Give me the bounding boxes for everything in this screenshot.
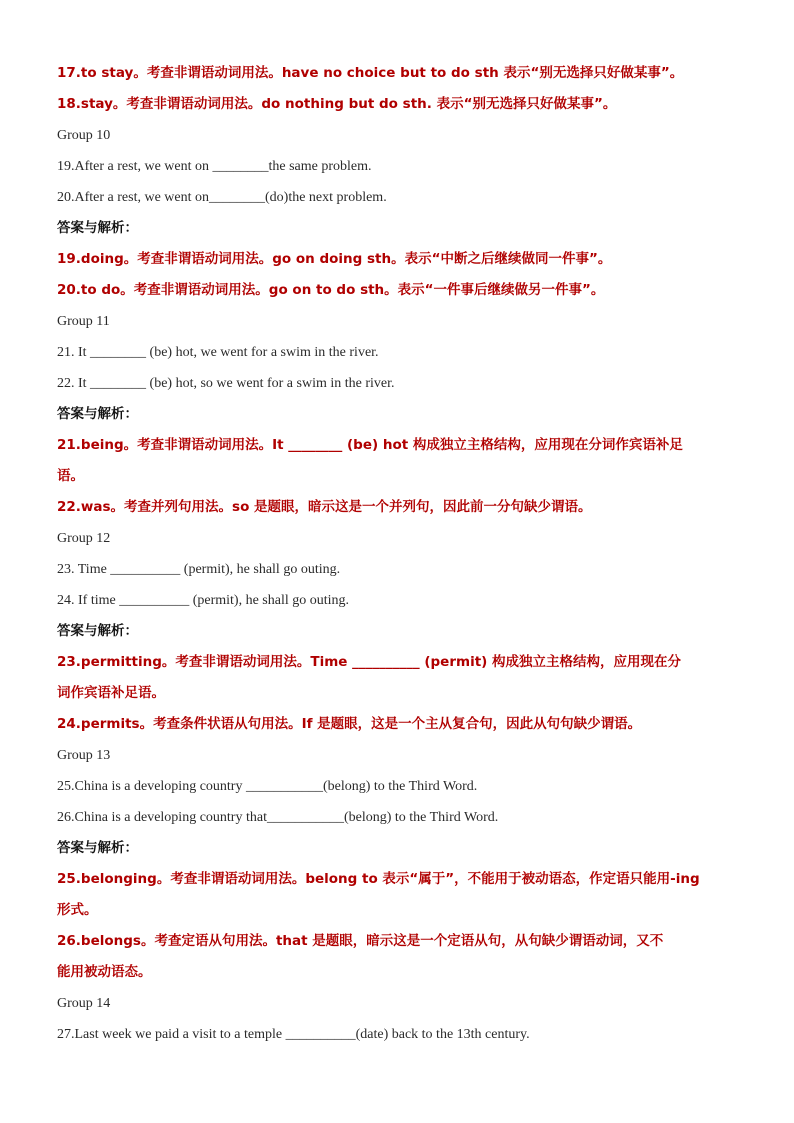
answer-26-continued: 能用被动语态。 — [57, 964, 152, 980]
question-20: 20.After a rest, we went on________(do)the next problem. — [57, 190, 387, 205]
answer-26: 26.belongs。考查定语从句用法。that 是题眼，暗示这是一个定语从句，从句缺少谓语动词，又不 — [57, 933, 664, 949]
answer-header: 答案与解析： — [57, 220, 138, 236]
answer-header: 答案与解析： — [57, 840, 138, 856]
answer-18: 18.stay。考查非谓语动词用法。do nothing but do sth. 表示“别无选择只好做某事”。 — [57, 96, 617, 112]
question-25: 25.China is a developing country ___________(belong) to the Third Word. — [57, 779, 478, 794]
question-24: 24. If time __________ (permit), he shall go outing. — [57, 593, 350, 608]
question-27: 27.Last week we paid a visit to a temple __________(date) back to the 13th century. — [57, 1027, 530, 1042]
answer-19: 19.doing。考查非谓语动词用法。go on doing sth。表示“中断之后继续做同一件事”。 — [57, 251, 612, 267]
answer-23: 23.permitting。考查非谓语动词用法。Time __________ (permit) 构成独立主格结构，应用现在分 — [57, 654, 682, 670]
answer-25-continued: 形式。 — [57, 902, 98, 918]
answer-header: 答案与解析： — [57, 623, 138, 639]
question-21: 21. It ________ (be) hot, we went for a swim in the river. — [57, 345, 379, 360]
answer-22: 22.was。考查并列句用法。so 是题眼，暗示这是一个并列句，因此前一分句缺少谓语。 — [57, 499, 592, 515]
question-22: 22. It ________ (be) hot, so we went for a swim in the river. — [57, 376, 395, 391]
group-10-heading: Group 10 — [57, 128, 111, 143]
question-26: 26.China is a developing country that___________(belong) to the Third Word. — [57, 810, 499, 825]
group-12-heading: Group 12 — [57, 531, 111, 546]
answer-header: 答案与解析： — [57, 406, 138, 422]
question-19: 19.After a rest, we went on ________the same problem. — [57, 159, 372, 174]
question-23: 23. Time __________ (permit), he shall go outing. — [57, 562, 341, 577]
group-13-heading: Group 13 — [57, 748, 111, 763]
answer-25: 25.belonging。考查非谓语动词用法。belong to 表示“属于”，不能用于被动语态，作定语只能用-ing — [57, 871, 700, 887]
document-content — [57, 58, 747, 1050]
group-11-heading: Group 11 — [57, 314, 110, 329]
answer-21: 21.being。考查非谓语动词用法。It ________ (be) hot 构成独立主格结构，应用现在分词作宾语补足 — [57, 437, 683, 453]
answer-23-continued: 词作宾语补足语。 — [57, 685, 165, 701]
answer-20: 20.to do。考查非谓语动词用法。go on to do sth。表示“一件事后继续做另一件事”。 — [57, 282, 605, 298]
answer-21-continued: 语。 — [57, 468, 84, 484]
group-14-heading: Group 14 — [57, 996, 111, 1011]
answer-24: 24.permits。考查条件状语从句用法。If 是题眼，这是一个主从复合句，因此从句句缺少谓语。 — [57, 716, 642, 732]
answer-17: 17.to stay。考查非谓语动词用法。have no choice but to do sth 表示“别无选择只好做某事”。 — [57, 65, 684, 81]
